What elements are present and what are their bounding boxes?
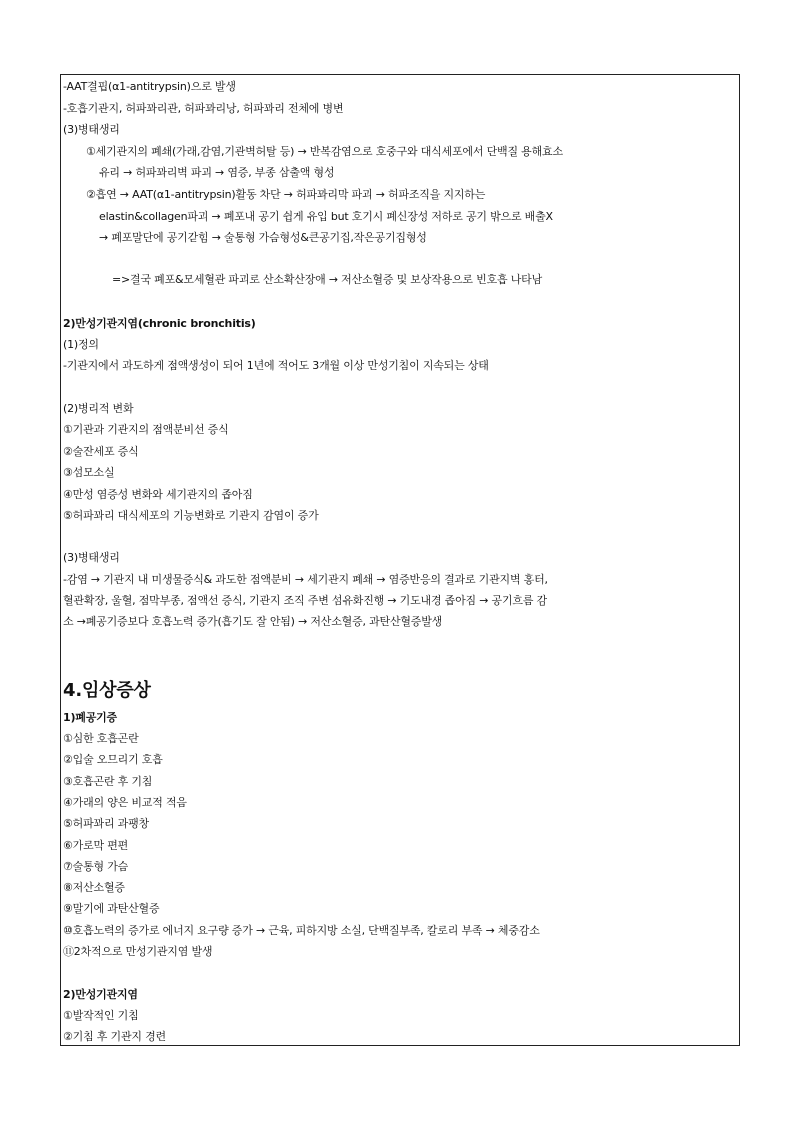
chapter-heading: 4.임상증상 xyxy=(63,680,151,701)
text-line: → 폐포말단에 공기갇힘 → 술통형 가슴형성&큰공기집,작은공기집형성 xyxy=(99,231,427,244)
text-line: 유리 → 허파꽈리벽 파괴 → 염증, 부종 삼출액 형성 xyxy=(99,166,335,179)
text-line: ②흡연 → AAT(α1-antitrypsin)활동 차단 → 허파꽈리막 파괴 → 허파조직을 지지하는 xyxy=(86,188,486,201)
list-item: ⑪2차적으로 만성기관지염 발생 xyxy=(63,945,213,958)
section-heading: 1)폐공기증 xyxy=(63,711,117,724)
list-item: ①기관과 기관지의 점액분비선 증식 xyxy=(63,423,229,436)
section-heading: 2)만성기관지염(chronic bronchitis) xyxy=(63,317,256,330)
list-item: ①발작적인 기침 xyxy=(63,1009,139,1022)
list-item: ④가래의 양은 비교적 적음 xyxy=(63,796,187,809)
section-heading: 2)만성기관지염 xyxy=(63,988,138,1001)
list-item: ③호흡곤란 후 기침 xyxy=(63,775,153,788)
subsection-heading: (3)병태생리 xyxy=(63,551,120,564)
list-item: ⑥가로막 편편 xyxy=(63,839,129,852)
subsection-heading: (2)병리적 변화 xyxy=(63,402,134,415)
text-line: -호흡기관지, 허파꽈리관, 허파꽈리낭, 허파꽈리 전체에 병변 xyxy=(63,102,344,115)
list-item: ④만성 염증성 변화와 세기관지의 좁아짐 xyxy=(63,488,253,501)
list-item: ②술잔세포 증식 xyxy=(63,445,139,458)
text-line: -기관지에서 과도하게 점액생성이 되어 1년에 적어도 3개월 이상 만성기침이 지속되는 상태 xyxy=(63,359,489,372)
list-item: ⑧저산소혈증 xyxy=(63,881,125,894)
section-heading: (3)병태생리 xyxy=(63,123,120,136)
text-line: -감염 → 기관지 내 미생물증식& 과도한 점액분비 → 세기관지 폐쇄 → 염증반응의 결과로 기관지벽 홍터, xyxy=(63,573,548,586)
list-item: ③섬모소실 xyxy=(63,466,115,479)
list-item: ①심한 호흡곤란 xyxy=(63,732,139,745)
text-line: =>결국 폐포&모세혈관 파괴로 산소확산장애 → 저산소혈증 및 보상작용으로 빈호흡 나타남 xyxy=(112,273,543,286)
subsection-heading: (1)정의 xyxy=(63,338,99,351)
list-item: ⑤허파꽈리 과팽창 xyxy=(63,817,149,830)
text-line: 혈관확장, 울혈, 점막부종, 점액선 증식, 기관지 조직 주변 섬유화진행 → 기도내경 좁아짐 → 공기흐름 감 xyxy=(63,594,547,607)
list-item: ⑩호흡노력의 증가로 에너지 요구량 증가 → 근육, 피하지방 소실, 단백질부족, 칼로리 부족 → 체중감소 xyxy=(63,924,540,937)
text-line: ①세기관지의 폐쇄(가래,감염,기관벽허탈 등) → 반복감염으로 호중구와 대식세포에서 단백질 용해효소 xyxy=(86,145,563,158)
list-item: ②입술 오므리기 호흡 xyxy=(63,753,163,766)
text-line: elastin&collagen파괴 → 폐포내 공기 쉽게 유입 but 호기시 폐신장성 저하로 공기 밖으로 배출X xyxy=(99,210,553,223)
list-item: ⑦술통형 가슴 xyxy=(63,860,129,873)
list-item: ⑤허파꽈리 대식세포의 기능변화로 기관지 감염이 증가 xyxy=(63,509,319,522)
list-item: ②기침 후 기관지 경련 xyxy=(63,1030,166,1043)
text-line: -AAT결핍(α1-antitrypsin)으로 발생 xyxy=(63,80,236,93)
text-line: 소 →폐공기증보다 호흡노력 증가(흡기도 잘 안됨) → 저산소혈증, 과탄산혈증발생 xyxy=(63,615,443,628)
list-item: ⑨말기에 과탄산혈증 xyxy=(63,902,160,915)
